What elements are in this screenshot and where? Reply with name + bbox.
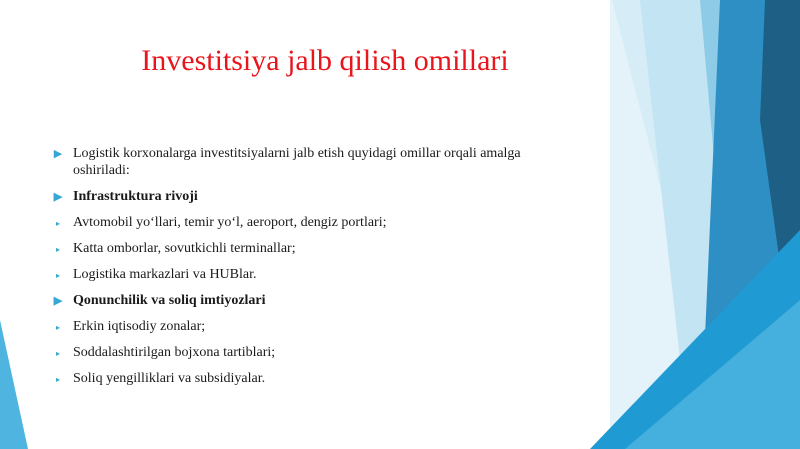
bullet-item	[52, 266, 572, 283]
bullet-item	[52, 188, 572, 205]
bullet-text: Erkin iqtisodiy zonalar;	[73, 319, 206, 334]
small-arrow-icon: ▸	[55, 219, 60, 228]
bullet-item	[52, 240, 572, 257]
bullet-text: Katta omborlar, sovutkichli terminallar;	[73, 241, 296, 256]
bullet-text: Logistik korxonalarga investitsiyalarni jalb etish quyidagi omillar orqali amalga oshiriladi:	[73, 146, 521, 178]
decor-left-shape	[0, 320, 28, 449]
small-arrow-icon: ▸	[55, 323, 60, 332]
slide-title: Investitsiya jalb qilish omillari	[141, 44, 509, 77]
bullet-text: Qonunchilik va soliq imtiyozlari	[73, 293, 266, 308]
small-arrow-icon: ▸	[55, 349, 60, 358]
bullet-item	[52, 344, 572, 361]
bullet-text: Soliq yengilliklari va subsidiyalar.	[73, 371, 266, 386]
bullet-item	[52, 292, 572, 309]
bullet-item	[52, 214, 572, 231]
bullet-text: Avtomobil yo‘llari, temir yo‘l, aeroport, dengiz portlari;	[73, 215, 387, 230]
bullet-list	[52, 145, 572, 387]
bullet-text: Soddalashtirilgan bojxona tartiblari;	[73, 345, 276, 360]
bullet-text: Logistika markazlari va HUBlar.	[73, 267, 257, 282]
arrow-icon: ▶	[53, 191, 63, 203]
small-arrow-icon: ▸	[55, 271, 60, 280]
small-arrow-icon: ▸	[55, 245, 60, 254]
arrow-icon: ▶	[53, 295, 63, 307]
bullet-item	[52, 370, 572, 387]
bullet-item	[52, 318, 572, 335]
bullet-item	[52, 145, 572, 179]
bullet-text: Infrastruktura rivoji	[73, 189, 198, 204]
small-arrow-icon: ▸	[55, 375, 60, 384]
arrow-icon: ▶	[53, 148, 63, 160]
